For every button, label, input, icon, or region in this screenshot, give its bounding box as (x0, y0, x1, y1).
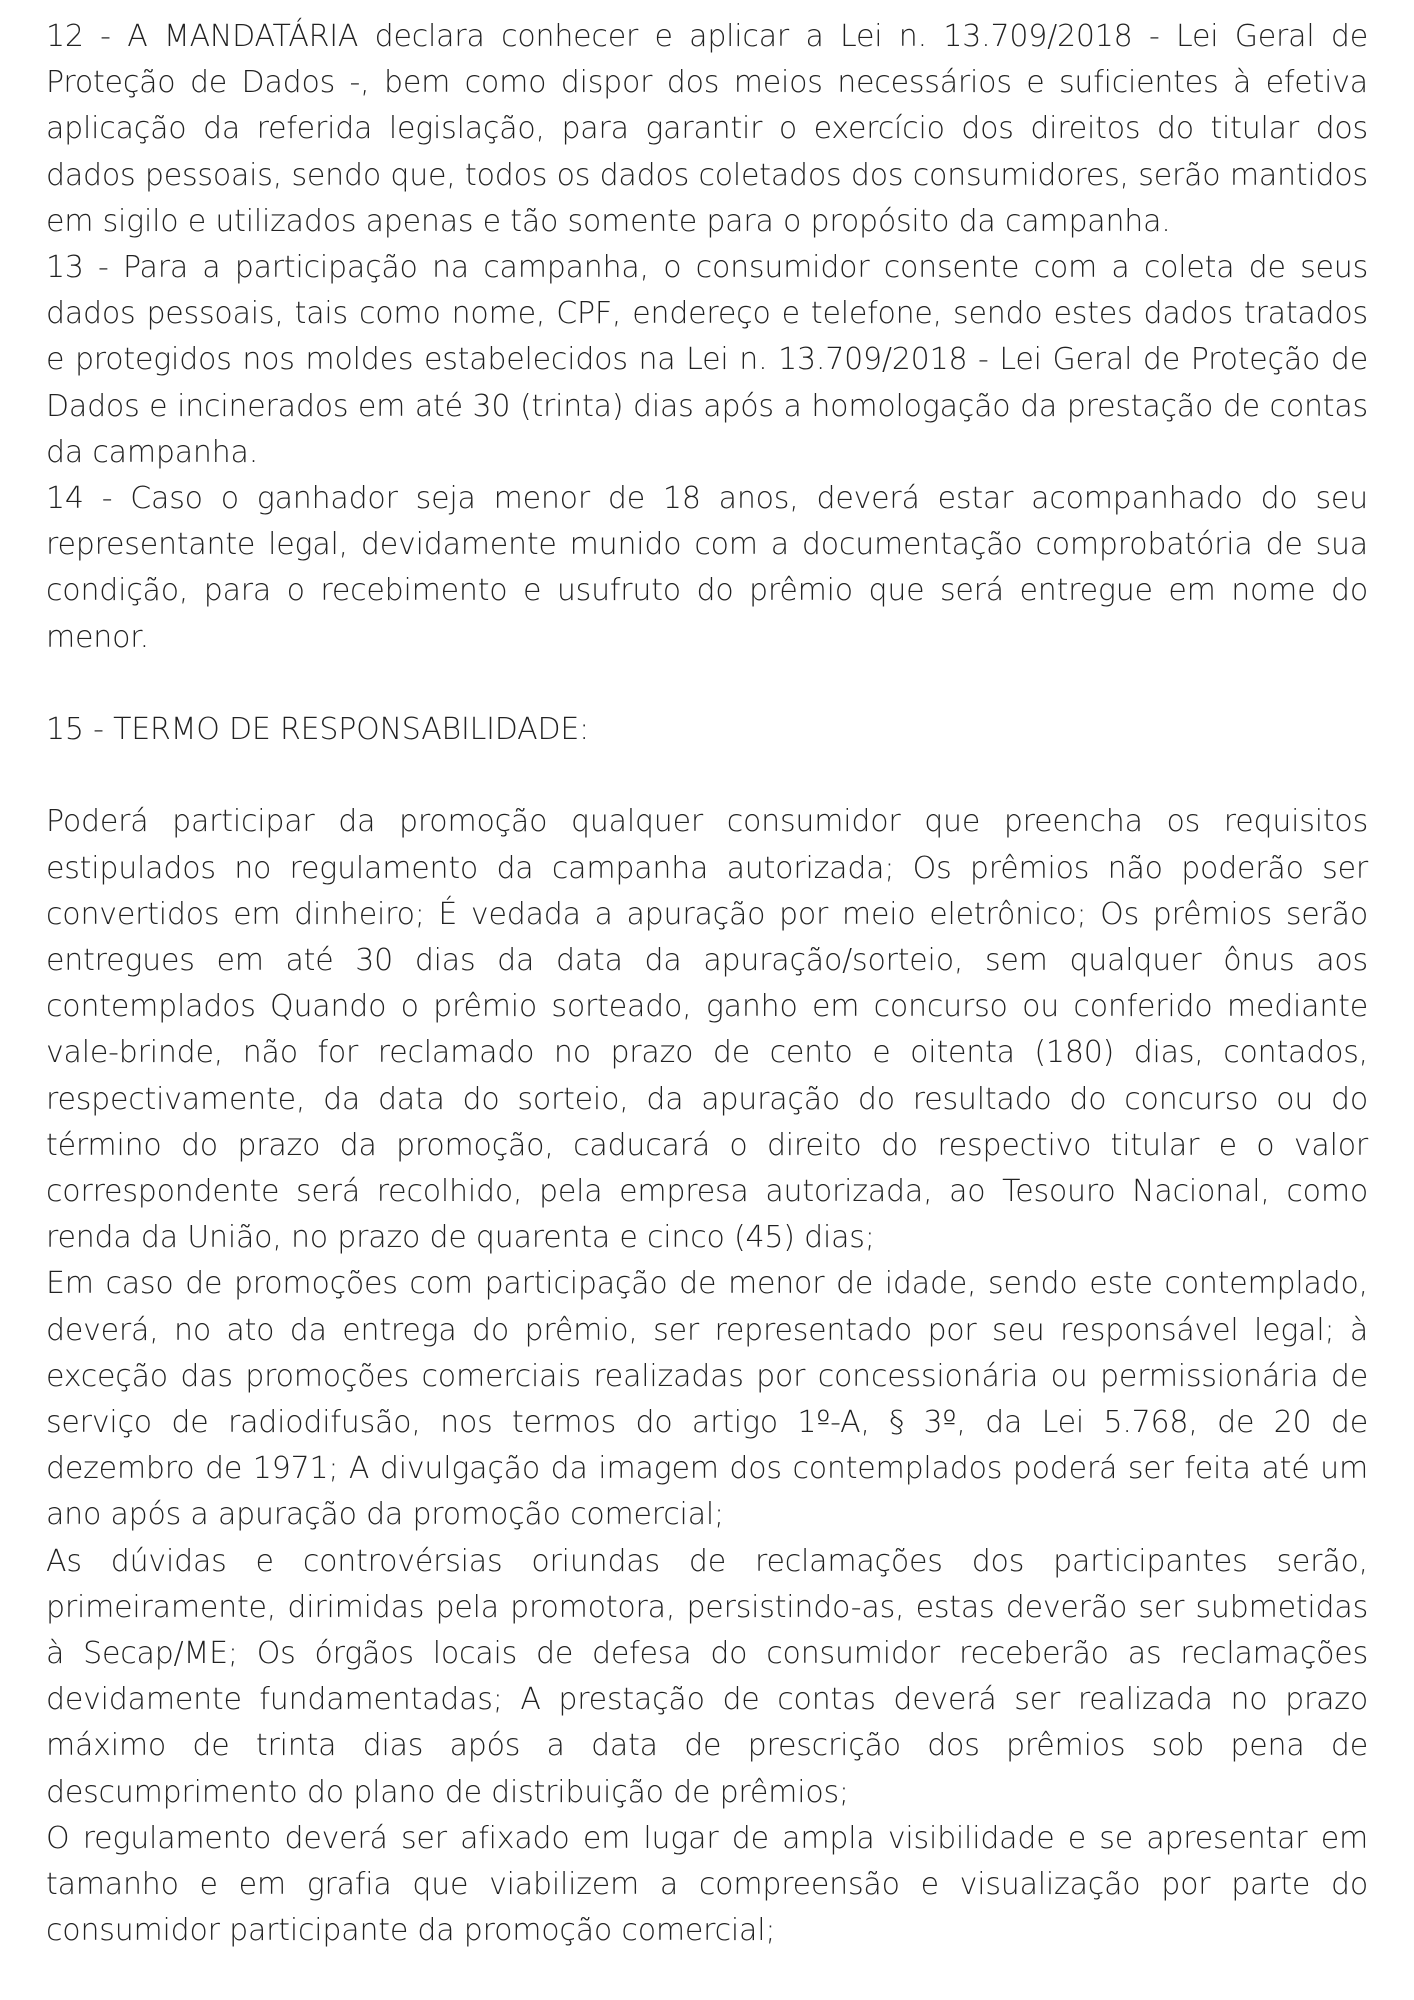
terms-paragraph-2: Em caso de promoções com participação de menor de idade, sendo este contemplado, deverá, no ato da entrega do prêmio, ser representado por seu responsável legal; à exceção das promoções comerciais realizadas por concessionária ou permissionária de serviço de radiodifusão, nos termos do artigo 1º-A, § 3º, da Lei 5.768, de 20 de dezembro de 1971; A divulgação da imagem dos contemplados poderá ser feita até um ano após a apuração da promoção comercial; (46, 1266, 1368, 1533)
clause-14-paragraph: 14 - Caso o ganhador seja menor de 18 anos, deverá estar acompanhado do seu representante legal, devidamente munido com a documentação comprobatória de sua condição, para o recebimento e usufruto do prêmio que será entregue em nome do menor. (46, 481, 1368, 655)
terms-paragraph-3: As dúvidas e controvérsias oriundas de reclamações dos participantes serão, primeiramente, dirimidas pela promotora, persistindo-as, estas deverão ser submetidas à Secap/ME; Os órgãos locais de defesa do consumidor receberão as reclamações devidamente fundamentadas; A prestação de contas deverá ser realizada no prazo máximo de trinta dias após a data de prescrição dos prêmios sob pena de descumprimento do plano de distribuição de prêmios; (46, 1543, 1368, 1810)
spacer (46, 661, 1368, 707)
terms-paragraph-4: O regulamento deverá ser afixado em lugar de ampla visibilidade e se apresentar em tamanho e em grafia que viabilizem a compreensão e visualização por parte do consumidor participante da promoção comercial; (46, 1820, 1368, 1949)
clause-13-paragraph: 13 - Para a participação na campanha, o consumidor consente com a coleta de seus dados pessoais, tais como nome, CPF, endereço e telefone, sendo estes dados tratados e protegidos nos moldes estabelecidos na Lei n. 13.709/2018 - Lei Geral de Proteção de Dados e incinerados em até 30 (trinta) dias após a homologação da prestação de contas da campanha. (46, 250, 1368, 470)
section-heading: 15 - TERMO DE RESPONSABILIDADE: (46, 712, 590, 748)
document-page (46, 14, 1368, 1955)
spacer (46, 753, 1368, 799)
terms-paragraph-1: Poderá participar da promoção qualquer consumidor que preencha os requisitos estipulados no regulamento da campanha autorizada; Os prêmios não poderão ser convertidos em dinheiro; É vedada a apuração por meio eletrônico; Os prêmios serão entregues em até 30 dias da data da apuração/sorteio, sem qualquer ônus aos contemplados Quando o prêmio sorteado, ganho em concurso ou conferido mediante vale-brinde, não for reclamado no prazo de cento e oitenta (180) dias, contados, respectivamente, da data do sorteio, da apuração do resultado do concurso ou do término do prazo da promoção, caducará o direito do respectivo titular e o valor correspondente será recolhido, pela empresa autorizada, ao Tesouro Nacional, como renda da União, no prazo de quarenta e cinco (45) dias; (46, 804, 1368, 1256)
clause-12-paragraph: 12 - A MANDATÁRIA declara conhecer e aplicar a Lei n. 13.709/2018 - Lei Geral de Proteção de Dados -, bem como dispor dos meios necessários e suficientes à efetiva aplicação da referida legislação, para garantir o exercício dos direitos do titular dos dados pessoais, sendo que, todos os dados coletados dos consumidores, serão mantidos em sigilo e utilizados apenas e tão somente para o propósito da campanha. (46, 19, 1368, 239)
